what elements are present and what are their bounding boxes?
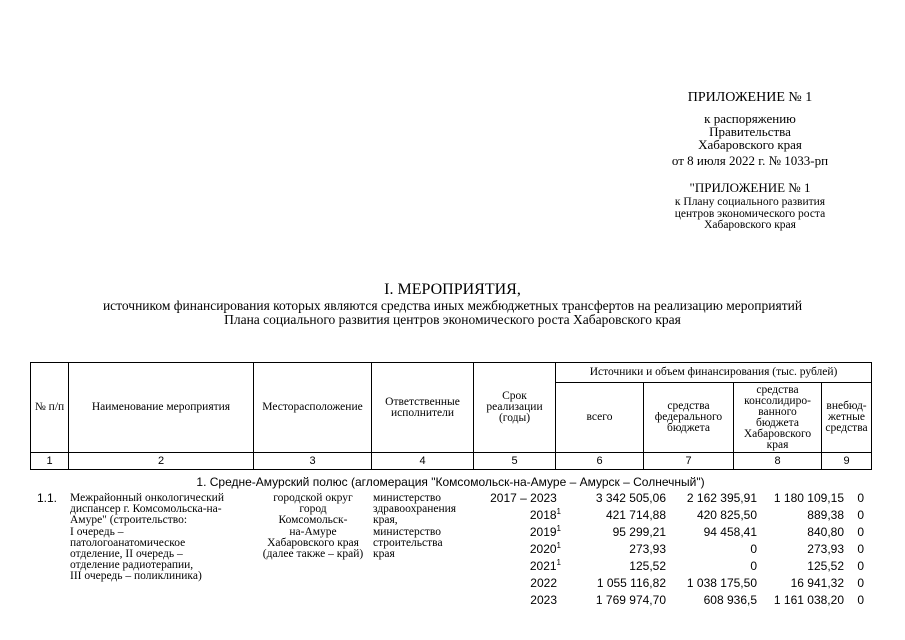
subtitle-line: источником финансирования которых являются средства иных межбюджетных трансфертов на реализацию мероприятий <box>102 298 803 313</box>
item-location-line: (далее также – край) <box>262 548 364 561</box>
appendix-line: Хабаровского края <box>698 137 802 152</box>
row-year-note: 1 <box>556 541 561 550</box>
header-consolidated: средства консолидиро- ванного бюджета Хабаровского края <box>734 383 822 453</box>
row-total: 273,93 <box>629 542 666 556</box>
row-federal: 0 <box>750 542 757 556</box>
row-consolidated: 273,93 <box>807 542 844 556</box>
row-consolidated: 889,38 <box>807 508 844 522</box>
row-total: 421 714,88 <box>605 508 666 522</box>
item-index: 1.1. <box>37 491 58 505</box>
row-year <box>471 558 561 575</box>
row-extrabudget: 0 <box>857 559 864 573</box>
item-responsible-line: края, <box>373 514 398 527</box>
plan-appendix-title: "ПРИЛОЖЕНИЕ № 1 <box>689 180 811 195</box>
row-consolidated: 840,80 <box>807 525 844 539</box>
header-term: Срок реализации (годы) <box>474 363 556 453</box>
row-year <box>471 507 561 524</box>
row-consolidated: 1 161 038,20 <box>773 593 844 607</box>
row-federal: 608 936,5 <box>703 593 757 607</box>
row-year <box>471 575 557 592</box>
row-year-text: 2017 – 2023 <box>490 491 557 505</box>
section-row-title: 1. Средне-Амурский полюс (агломерация "Комсомольск-на-Амуре – Амурск – Солнечный") <box>196 475 705 489</box>
row-year-text: 2018 <box>529 508 557 522</box>
item-name-line: Межрайонный онкологический <box>70 492 224 504</box>
row-year-note: 1 <box>556 558 561 567</box>
column-number: 8 <box>734 453 822 470</box>
appendix-line: к распоряжению <box>704 111 796 126</box>
column-number: 2 <box>69 453 254 470</box>
item-name-line: отделение радиотерапии, <box>70 559 194 572</box>
header-name: Наименование мероприятия <box>69 363 254 453</box>
row-total: 95 299,21 <box>612 525 666 539</box>
row-year-text: 2020 <box>529 542 557 556</box>
column-number: 9 <box>822 453 872 470</box>
section-subtitle <box>40 299 865 326</box>
item-location-line: городской округ <box>273 492 353 504</box>
plan-appendix-line: центров экономического роста <box>674 207 826 220</box>
item-responsible-line: края <box>373 548 395 561</box>
subtitle-line: Плана социального развития центров экономического роста Хабаровского края <box>224 311 681 327</box>
row-total: 1 769 974,70 <box>595 593 666 607</box>
appendix-line: Правительства <box>709 124 791 139</box>
column-number: 5 <box>474 453 556 470</box>
row-extrabudget: 0 <box>857 525 864 539</box>
header-funding-group: Источники и объем финансирования (тыс. рублей) <box>556 363 872 383</box>
item-name-line: I очередь – <box>70 525 124 538</box>
item-responsible-line: министерство <box>373 492 441 504</box>
row-extrabudget: 0 <box>857 491 864 505</box>
item-location-line: Комсомольск- <box>278 514 348 527</box>
item-location <box>254 493 372 560</box>
appendix-date: от 8 июля 2022 г. № 1033-рп <box>671 153 829 168</box>
row-extrabudget: 0 <box>857 576 864 590</box>
item-name-line: III очередь – поликлиника) <box>70 570 202 583</box>
row-year <box>471 524 561 541</box>
item-name-line: отделение, II очередь – <box>70 548 183 561</box>
row-year-text: 2022 <box>530 576 557 590</box>
column-number: 3 <box>254 453 372 470</box>
row-federal: 420 825,50 <box>696 508 757 522</box>
item-responsible-line: министерство <box>373 525 441 538</box>
section-title: I. МЕРОПРИЯТИЯ, <box>384 281 521 298</box>
header-federal: средства федерального бюджета <box>644 383 734 453</box>
item-location-line: Хабаровского края <box>267 536 359 549</box>
row-federal: 2 162 395,91 <box>686 491 757 505</box>
item-location-line: город <box>299 503 327 516</box>
row-total: 3 342 505,06 <box>595 491 666 505</box>
row-total: 125,52 <box>629 559 666 573</box>
item-name <box>70 493 256 583</box>
row-consolidated: 1 180 109,15 <box>773 491 844 505</box>
row-year-text: 2021 <box>529 559 557 573</box>
plan-appendix-reference <box>646 197 854 232</box>
item-responsible <box>373 493 483 560</box>
header-num: № п/п <box>31 363 69 453</box>
header-responsible: Ответственные исполнители <box>372 363 474 453</box>
row-year-note: 1 <box>556 507 561 516</box>
plan-appendix-line: к Плану социального развития <box>674 196 826 208</box>
row-extrabudget: 0 <box>857 508 864 522</box>
row-consolidated: 125,52 <box>807 559 844 573</box>
item-name-line: патологоанатомическое <box>70 536 186 549</box>
header-extrabudget: внебюд- жетные средства <box>822 383 872 453</box>
funding-table-header <box>30 362 872 470</box>
column-number: 1 <box>31 453 69 470</box>
row-total: 1 055 116,82 <box>596 576 666 590</box>
row-year <box>471 592 557 609</box>
row-year-text: 2023 <box>530 593 557 607</box>
header-total: всего <box>556 383 644 453</box>
item-name-line: Амуре" (строительство: <box>70 514 188 527</box>
row-year-text: 2019 <box>529 525 557 539</box>
item-responsible-line: строительства <box>373 536 443 549</box>
appendix-title: ПРИЛОЖЕНИЕ № 1 <box>687 90 813 105</box>
row-year-note: 1 <box>556 524 561 533</box>
row-federal: 1 038 175,50 <box>686 576 757 590</box>
row-federal: 94 458,41 <box>703 525 757 539</box>
item-location-line: на-Амуре <box>289 525 337 538</box>
row-extrabudget: 0 <box>857 593 864 607</box>
item-responsible-line: здравоохранения <box>373 503 457 516</box>
plan-appendix-line: Хабаровского края <box>704 219 796 231</box>
column-number: 7 <box>644 453 734 470</box>
column-number: 4 <box>372 453 474 470</box>
row-federal: 0 <box>750 559 757 573</box>
column-number: 6 <box>556 453 644 470</box>
appendix-reference <box>640 112 860 151</box>
row-year <box>471 490 576 507</box>
row-extrabudget: 0 <box>857 542 864 556</box>
row-year <box>471 541 561 558</box>
row-consolidated: 16 941,32 <box>790 576 844 590</box>
header-location: Месторасположение <box>254 363 372 453</box>
item-name-line: диспансер г. Комсомольска-на- <box>70 503 222 516</box>
